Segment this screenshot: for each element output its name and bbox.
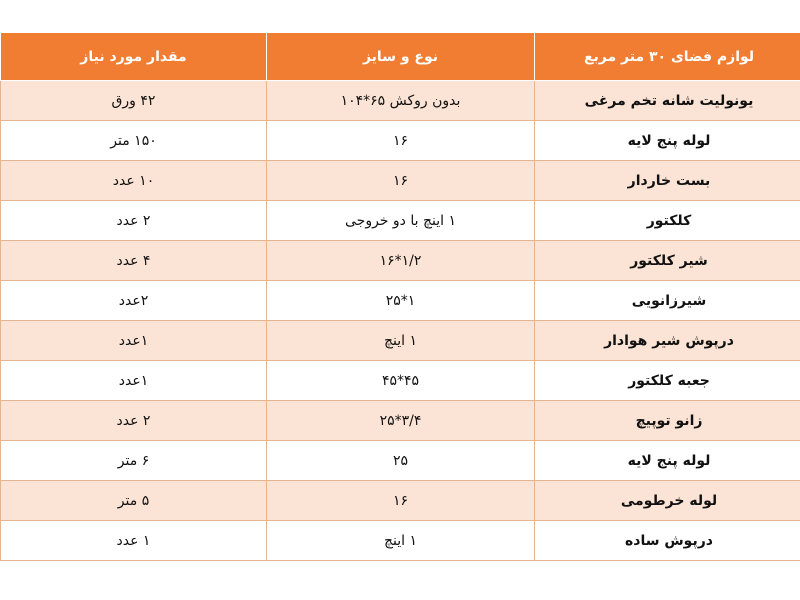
- cell-type: ۱ اینچ با دو خروجی: [267, 201, 535, 241]
- cell-qty: ۶ متر: [1, 441, 267, 481]
- cell-item: بست خاردار: [535, 161, 800, 201]
- materials-table: [0, 32, 800, 561]
- cell-item: درپوش شیر هوادار: [535, 321, 800, 361]
- cell-type: بدون روکش ۶۵*۱۰۴: [267, 81, 535, 121]
- cell-qty: ۲ عدد: [1, 401, 267, 441]
- cell-qty: ۱عدد: [1, 321, 267, 361]
- table-row: [1, 321, 800, 361]
- cell-item: شیر کلکتور: [535, 241, 800, 281]
- cell-type: ۱۶: [267, 121, 535, 161]
- cell-type: ۱ اینچ: [267, 321, 535, 361]
- cell-item: جعبه کلکتور: [535, 361, 800, 401]
- cell-item: زانو توپیچ: [535, 401, 800, 441]
- cell-item: لوله پنج لایه: [535, 121, 800, 161]
- cell-qty: ۲عدد: [1, 281, 267, 321]
- table-row: [1, 401, 800, 441]
- cell-type: ۱ اینچ: [267, 521, 535, 561]
- cell-item: یونولیت شانه تخم مرغی: [535, 81, 800, 121]
- cell-qty: ۲ عدد: [1, 201, 267, 241]
- table-row: [1, 241, 800, 281]
- header-item: لوازم فضای ۳۰ متر مربع: [535, 33, 800, 81]
- table-row: [1, 361, 800, 401]
- cell-item: درپوش ساده: [535, 521, 800, 561]
- table-row: [1, 481, 800, 521]
- cell-qty: ۴ عدد: [1, 241, 267, 281]
- cell-qty: ۱ عدد: [1, 521, 267, 561]
- cell-type: ۴۵*۴۵: [267, 361, 535, 401]
- table-body: [1, 81, 800, 561]
- cell-type: ۳/۴*۲۵: [267, 401, 535, 441]
- table-row: [1, 161, 800, 201]
- header-row: [1, 33, 800, 81]
- cell-qty: ۵ متر: [1, 481, 267, 521]
- table-row: [1, 121, 800, 161]
- cell-type: ۱۶: [267, 481, 535, 521]
- cell-qty: ۱۰ عدد: [1, 161, 267, 201]
- cell-qty: ۴۲ ورق: [1, 81, 267, 121]
- table-row: [1, 281, 800, 321]
- cell-type: ۲۵: [267, 441, 535, 481]
- cell-type: ۱۶: [267, 161, 535, 201]
- header-qty: مقدار مورد نیاز: [1, 33, 267, 81]
- table-header: [1, 33, 800, 81]
- table-row: [1, 521, 800, 561]
- table-row: [1, 441, 800, 481]
- cell-type: ۱*۲۵: [267, 281, 535, 321]
- cell-type: ۱/۲*۱۶: [267, 241, 535, 281]
- cell-qty: ۱۵۰ متر: [1, 121, 267, 161]
- table-row: [1, 201, 800, 241]
- header-type: نوع و سایز: [267, 33, 535, 81]
- cell-item: لوله خرطومی: [535, 481, 800, 521]
- cell-item: لوله پنج لایه: [535, 441, 800, 481]
- cell-item: شیرزانویی: [535, 281, 800, 321]
- cell-item: کلکتور: [535, 201, 800, 241]
- cell-qty: ۱عدد: [1, 361, 267, 401]
- table-row: [1, 81, 800, 121]
